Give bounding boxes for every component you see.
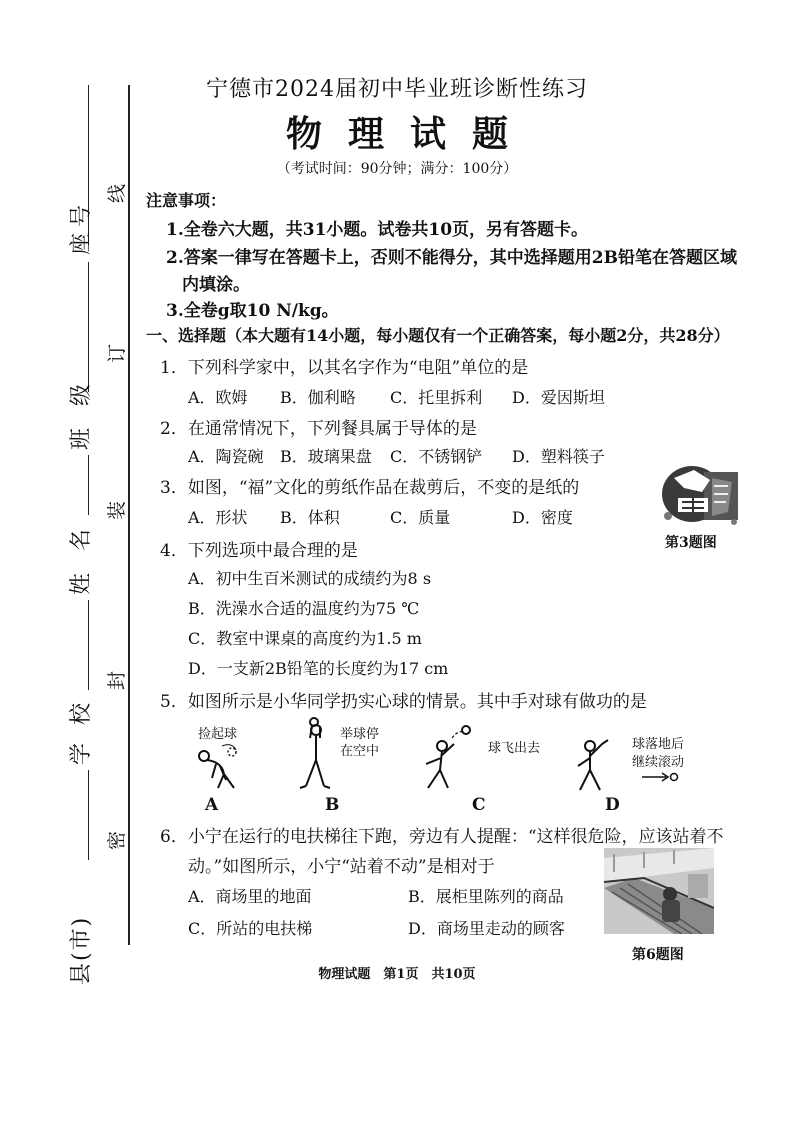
question-2-option-d: D．塑料筷子 xyxy=(512,447,605,466)
question-6-option-c: C．所站的电扶梯 xyxy=(188,919,313,938)
escalator-photo xyxy=(604,848,714,934)
figure-label-hold: 举球停 xyxy=(340,727,380,742)
figure-letter-b: B xyxy=(325,795,340,815)
seal-char-feng: 封 xyxy=(106,670,129,691)
question-4-option-a: A．初中生百米测试的成绩约为8 s xyxy=(188,569,432,588)
question-6-figure-caption: 第6题图 xyxy=(632,947,684,963)
seal-char-mi: 密 xyxy=(106,830,129,851)
figure-letter-d: D xyxy=(605,795,620,815)
stick-figure-b xyxy=(290,716,340,791)
question-4-option-c: C．教室中课桌的高度约为1.5 m xyxy=(188,629,422,648)
question-3-option-b: B．体积 xyxy=(280,508,340,527)
question-4-option-b: B．洗澡水合适的温度约为75 ℃ xyxy=(188,599,420,618)
field-school: 学校 xyxy=(69,684,94,765)
question-3-option-c: C．质量 xyxy=(390,508,451,527)
notice-item-2-cont: 内填涂。 xyxy=(182,275,250,295)
figure-letter-c: C xyxy=(472,795,486,815)
stick-figure-c xyxy=(412,720,484,792)
section-heading: 一、选择题（本大题有14小题，每小题仅有一个正确答案，每小题2分，共28分） xyxy=(146,326,730,345)
question-6-option-a: A．商场里的地面 xyxy=(188,887,312,906)
question-3-stem: 3．如图，“福”文化的剪纸作品在裁剪后，不变的是纸的 xyxy=(160,478,580,498)
question-4-stem: 4．下列选项中最合理的是 xyxy=(160,541,358,561)
field-name: 姓名 xyxy=(69,506,94,595)
question-1-option-d: D．爱因斯坦 xyxy=(512,388,605,407)
question-1-stem: 1．下列科学家中，以其名字作为“电阻”单位的是 xyxy=(160,358,529,378)
exam-info: （考试时间：90分钟；满分：100分） xyxy=(276,161,518,177)
field-underline xyxy=(88,770,89,860)
question-2-option-c: C．不锈钢铲 xyxy=(390,447,483,466)
field-seat: 座号 xyxy=(69,198,94,255)
figure-letter-a: A xyxy=(205,795,219,815)
seal-char-zhuang: 装 xyxy=(106,500,129,521)
question-2-option-b: B．玻璃果盘 xyxy=(280,447,372,466)
exam-title: 宁德市2024届初中毕业班诊断性练习 xyxy=(206,77,588,102)
page-footer: 物理试题 第1页 共10页 xyxy=(318,967,476,982)
question-1-option-c: C．托里拆利 xyxy=(390,388,483,407)
question-2-stem: 2．在通常情况下，下列餐具属于导体的是 xyxy=(160,419,477,439)
question-3-figure-caption: 第3题图 xyxy=(665,535,717,551)
question-4-option-d: D．一支新2B铅笔的长度约为17 cm xyxy=(188,659,449,678)
field-class: 班级 xyxy=(69,361,94,450)
field-county: 县(市) xyxy=(69,915,94,985)
seal-char-ding: 订 xyxy=(106,343,129,364)
question-1-option-a: A．欧姆 xyxy=(188,388,248,407)
question-1-option-b: B．伽利略 xyxy=(280,388,356,407)
subject-title: 物理试题 xyxy=(285,113,534,155)
seal-char-xian: 线 xyxy=(106,183,129,204)
question-6-stem-line1: 6．小宁在运行的电扶梯往下跑，旁边有人提醒：“这样很危险，应该站着不 xyxy=(160,827,724,847)
stick-figure-a xyxy=(172,738,252,793)
notice-item-2: 2.答案一律写在答题卡上，否则不能得分，其中选择题用2B铅笔在答题区域 xyxy=(166,248,737,268)
notice-item-1: 1.全卷六大题，共31小题。试卷共10页，另有答题卡。 xyxy=(166,220,589,240)
figure-label-in-air: 在空中 xyxy=(340,744,380,759)
question-2-option-a: A．陶瓷碗 xyxy=(188,447,264,466)
figure-label-fly: 球飞出去 xyxy=(488,741,541,756)
notice-heading: 注意事项： xyxy=(146,191,227,210)
question-6-option-b: B．展柜里陈列的商品 xyxy=(408,887,564,906)
rolling-ball-icon xyxy=(640,770,680,784)
question-5-stem: 5．如图所示是小华同学扔实心球的情景。其中手对球有做功的是 xyxy=(160,692,647,712)
figure-label-rolling: 继续滚动 xyxy=(632,755,685,770)
figure-label-pickup: 捡起球 xyxy=(198,727,238,742)
question-3-option-a: A．形状 xyxy=(188,508,248,527)
field-underline xyxy=(88,600,89,690)
notice-item-3: 3.全卷g取10 N/kg。 xyxy=(166,301,339,321)
question-6-stem-line2: 动。”如图所示，小宁“站着不动”是相对于 xyxy=(188,857,495,877)
question-3-option-d: D．密度 xyxy=(512,508,573,527)
papercut-fu-image xyxy=(654,458,744,530)
question-6-option-d: D．商场里走动的顾客 xyxy=(408,919,565,938)
figure-label-landed: 球落地后 xyxy=(632,737,685,752)
stick-figure-d xyxy=(568,728,628,794)
